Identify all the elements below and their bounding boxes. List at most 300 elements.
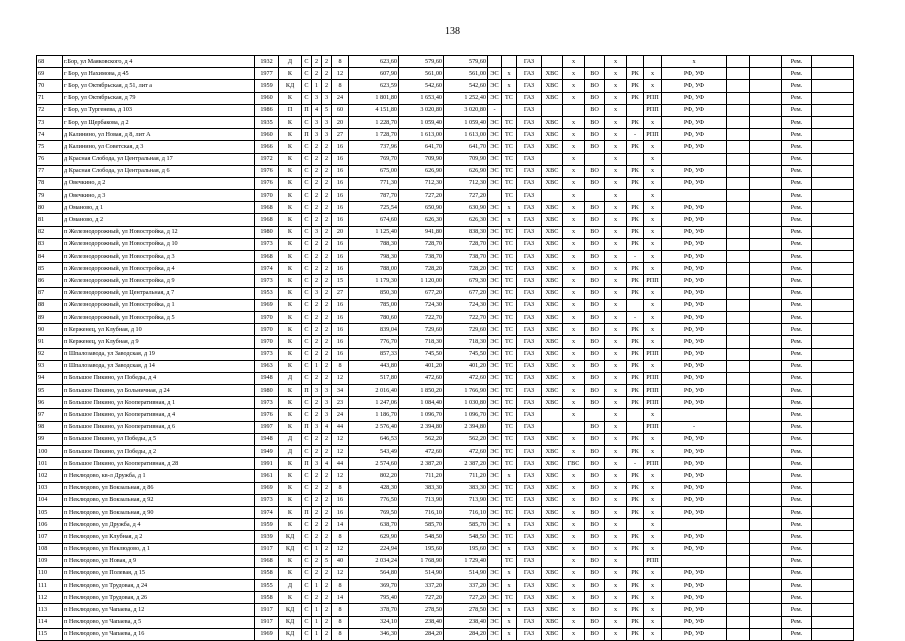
address-cell: п Неклюдово, ул Новая, д 9 (63, 555, 255, 567)
cold-water-cell: ХВС (542, 311, 563, 323)
living-area-cell: 724,30 (399, 299, 444, 311)
living-area-cell: 1 120,00 (399, 275, 444, 287)
row-number: 114 (37, 616, 63, 628)
residential-area-cell: 238,40 (444, 616, 488, 628)
address-cell: д Оманово, д 1 (63, 202, 255, 214)
bath-cell: х (605, 214, 627, 226)
year-cell: 1969 (255, 299, 279, 311)
living-area-cell: 2 387,20 (399, 458, 444, 470)
total-area-cell: 1 125,40 (349, 226, 399, 238)
table-row (37, 409, 870, 421)
roof-cell: РК (627, 604, 644, 616)
gas-cell: ГАЗ (517, 263, 542, 275)
type-cell: С (302, 348, 312, 360)
address-cell: п Керженец, ул Клубная, д 9 (63, 336, 255, 348)
facade-cell: РФ, УФ (662, 360, 727, 372)
residential-area-cell: 1 252,40 (444, 92, 488, 104)
hot-water-cell: х (563, 287, 585, 299)
year-cell: 1968 (255, 251, 279, 263)
roof-cell: РК (627, 202, 644, 214)
year-cell: 1939 (255, 531, 279, 543)
table-row (37, 116, 870, 128)
living-area-cell: 561,00 (399, 68, 444, 80)
hot-water-cell: х (563, 543, 585, 555)
floors-cell: 2 (322, 287, 332, 299)
address-cell: п Неклюдово, ул Клубная, д 2 (63, 531, 255, 543)
extra-cell-2 (750, 372, 782, 384)
extra-cell-1 (727, 324, 750, 336)
cold-water-cell (542, 421, 563, 433)
extra-cell-2 (750, 567, 782, 579)
total-area-cell: 224,94 (349, 543, 399, 555)
type-cell: С (302, 324, 312, 336)
residential-area-cell: 1 096,70 (444, 409, 488, 421)
apartments-cell: 16 (332, 251, 349, 263)
table-row (37, 190, 870, 202)
status-cell: Рем. (782, 104, 812, 116)
cold-water-cell: ХВС (542, 543, 563, 555)
type-cell: П (302, 458, 312, 470)
bath-cell: х (605, 104, 627, 116)
empty-cell (812, 116, 854, 128)
heating-cell: х (502, 202, 517, 214)
sewerage-cell: ВО (585, 226, 605, 238)
extra-cell-2 (750, 555, 782, 567)
heating-cell: ТС (502, 311, 517, 323)
power-cell: ЭС (488, 177, 502, 189)
extra-cell-1 (727, 446, 750, 458)
bath-cell: х (605, 433, 627, 445)
table-row (37, 433, 870, 445)
cold-water-cell: ХВС (542, 177, 563, 189)
cold-water-cell: ХВС (542, 129, 563, 141)
extra-cell-2 (750, 506, 782, 518)
year-cell: 1972 (255, 153, 279, 165)
extra-cell-2 (750, 592, 782, 604)
roof-cell: РК (627, 324, 644, 336)
facade-cell: РФ, УФ (662, 543, 727, 555)
status-cell: Рем. (782, 628, 812, 640)
status-cell: Рем. (782, 446, 812, 458)
table-row (37, 519, 870, 531)
address-cell: п Большое Пикино, ул Кооперативная, д 1 (63, 397, 255, 409)
hot-water-cell: х (563, 263, 585, 275)
facade-cell: РФ, УФ (662, 324, 727, 336)
sewerage-cell: ВО (585, 202, 605, 214)
type-cell: С (302, 397, 312, 409)
status-cell: Рем. (782, 397, 812, 409)
facade-cell: РФ, УФ (662, 482, 727, 494)
extra-cell-1 (727, 263, 750, 275)
residential-area-cell: 472,60 (444, 372, 488, 384)
residential-area-cell: 722,70 (444, 311, 488, 323)
sections-cell: 3 (312, 385, 322, 397)
facade-cell: РФ, УФ (662, 129, 727, 141)
total-area-cell: 4 151,80 (349, 104, 399, 116)
heating-cell: ТС (502, 251, 517, 263)
floors-cell: 2 (322, 506, 332, 518)
sewerage-cell: ВО (585, 348, 605, 360)
row-number: 87 (37, 287, 63, 299)
residential-area-cell: 195,60 (444, 543, 488, 555)
sewerage-cell: ВО (585, 494, 605, 506)
living-area-cell: 711,20 (399, 470, 444, 482)
year-cell: 1997 (255, 421, 279, 433)
power-cell (488, 56, 502, 68)
wall-material-cell: К (279, 567, 302, 579)
power-cell: ЭС (488, 592, 502, 604)
type-cell: С (302, 116, 312, 128)
living-area-cell: 579,60 (399, 56, 444, 68)
gas-cell: ГАЗ (517, 555, 542, 567)
cold-water-cell (542, 409, 563, 421)
repair-type-cell: х (644, 153, 662, 165)
apartments-cell: 16 (332, 190, 349, 202)
apartments-cell: 27 (332, 129, 349, 141)
extra-cell-1 (727, 56, 750, 68)
table-row (37, 616, 870, 628)
hot-water-cell: х (563, 299, 585, 311)
roof-cell: РК (627, 141, 644, 153)
sewerage-cell: ВО (585, 446, 605, 458)
gas-cell: ГАЗ (517, 275, 542, 287)
year-cell: 1960 (255, 92, 279, 104)
residential-area-cell: 679,30 (444, 275, 488, 287)
hot-water-cell (563, 104, 585, 116)
living-area-cell: 713,90 (399, 494, 444, 506)
address-cell: п Большое Пикино, ул Кооперативная, д 6 (63, 421, 255, 433)
sewerage-cell: ВО (585, 129, 605, 141)
bath-cell: х (605, 543, 627, 555)
power-cell: ЭС (488, 348, 502, 360)
repair-type-cell: РПП (644, 385, 662, 397)
heating-cell: ТС (502, 336, 517, 348)
sewerage-cell: ВО (585, 604, 605, 616)
facade-cell: РФ, УФ (662, 202, 727, 214)
living-area-cell: 941,80 (399, 226, 444, 238)
living-area-cell: 738,70 (399, 251, 444, 263)
gas-cell: ГАЗ (517, 360, 542, 372)
year-cell: 1917 (255, 604, 279, 616)
heating-cell: ТС (502, 506, 517, 518)
total-area-cell: 346,30 (349, 628, 399, 640)
repair-type-cell: х (644, 263, 662, 275)
bath-cell: х (605, 519, 627, 531)
apartments-cell: 12 (332, 433, 349, 445)
extra-cell-2 (750, 360, 782, 372)
extra-cell-1 (727, 129, 750, 141)
total-area-cell: 802,20 (349, 470, 399, 482)
status-cell: Рем. (782, 482, 812, 494)
total-area-cell: 788,00 (349, 263, 399, 275)
repair-type-cell: х (644, 592, 662, 604)
wall-material-cell: К (279, 251, 302, 263)
status-cell: Рем. (782, 141, 812, 153)
table-row (37, 494, 870, 506)
sections-cell: 2 (312, 263, 322, 275)
residential-area-cell: 838,30 (444, 226, 488, 238)
cold-water-cell: ХВС (542, 519, 563, 531)
bath-cell: х (605, 153, 627, 165)
hot-water-cell: х (563, 506, 585, 518)
status-cell: Рем. (782, 238, 812, 250)
floors-cell: 3 (322, 92, 332, 104)
year-cell: 1976 (255, 409, 279, 421)
wall-material-cell: К (279, 141, 302, 153)
repair-type-cell: РПП (644, 104, 662, 116)
apartments-cell: 16 (332, 336, 349, 348)
cold-water-cell: ХВС (542, 470, 563, 482)
address-cell: п Неклюдово, кв-л Дружба, д 1 (63, 470, 255, 482)
repair-type-cell: х (644, 519, 662, 531)
residential-area-cell: 401,20 (444, 360, 488, 372)
cold-water-cell: ХВС (542, 446, 563, 458)
apartments-cell: 24 (332, 409, 349, 421)
roof-cell (627, 299, 644, 311)
power-cell: ЭС (488, 116, 502, 128)
repair-type-cell: х (644, 214, 662, 226)
heating-cell: ТС (502, 190, 517, 202)
sewerage-cell: ВО (585, 311, 605, 323)
heating-cell: ТС (502, 141, 517, 153)
table-row (37, 604, 870, 616)
table-row (37, 56, 870, 68)
facade-cell (662, 190, 727, 202)
repair-type-cell: х (644, 470, 662, 482)
repair-type-cell: х (644, 506, 662, 518)
sewerage-cell: ВО (585, 263, 605, 275)
wall-material-cell: К (279, 238, 302, 250)
year-cell: 1976 (255, 177, 279, 189)
status-cell: Рем. (782, 604, 812, 616)
sections-cell: 3 (312, 421, 322, 433)
living-area-cell: 716,10 (399, 506, 444, 518)
wall-material-cell: К (279, 92, 302, 104)
wall-material-cell: К (279, 592, 302, 604)
empty-cell (812, 238, 854, 250)
extra-cell-2 (750, 299, 782, 311)
empty-cell (812, 324, 854, 336)
residential-area-cell: 562,20 (444, 433, 488, 445)
total-area-cell: 737,96 (349, 141, 399, 153)
living-area-cell: 745,50 (399, 348, 444, 360)
address-cell: п Неклюдово, ул Неклюдово, д 1 (63, 543, 255, 555)
bath-cell: х (605, 555, 627, 567)
heating-cell: ТС (502, 592, 517, 604)
bath-cell: х (605, 299, 627, 311)
repair-type-cell: х (644, 616, 662, 628)
sewerage-cell: ВО (585, 68, 605, 80)
apartments-cell: 27 (332, 287, 349, 299)
heating-cell: ТС (502, 482, 517, 494)
power-cell: ЭС (488, 372, 502, 384)
total-area-cell: 646,53 (349, 433, 399, 445)
table-row (37, 92, 870, 104)
row-number: 77 (37, 165, 63, 177)
sewerage-cell: ВО (585, 238, 605, 250)
sewerage-cell: ВО (585, 299, 605, 311)
status-cell: Рем. (782, 324, 812, 336)
sections-cell: 2 (312, 311, 322, 323)
extra-cell-1 (727, 567, 750, 579)
sewerage-cell: ВО (585, 506, 605, 518)
residential-area-cell: 1 729,40 (444, 555, 488, 567)
heating-cell: ТС (502, 409, 517, 421)
empty-cell (812, 482, 854, 494)
extra-cell-2 (750, 287, 782, 299)
empty-cell (812, 165, 854, 177)
residential-area-cell: 337,20 (444, 580, 488, 592)
sections-cell: 2 (312, 494, 322, 506)
total-area-cell: 543,49 (349, 446, 399, 458)
power-cell: ЭС (488, 385, 502, 397)
address-cell: г.Бор, ул Маяковского, д 4 (63, 56, 255, 68)
living-area-cell: 729,60 (399, 324, 444, 336)
status-cell: Рем. (782, 372, 812, 384)
living-area-cell: 542,60 (399, 80, 444, 92)
row-number: 104 (37, 494, 63, 506)
table-row (37, 214, 870, 226)
hot-water-cell: х (563, 628, 585, 640)
living-area-cell: 337,20 (399, 580, 444, 592)
wall-material-cell: К (279, 409, 302, 421)
cold-water-cell: ХВС (542, 348, 563, 360)
roof-cell: РК (627, 494, 644, 506)
power-cell: ЭС (488, 506, 502, 518)
address-cell: г Бор, ул Нахимова, д 45 (63, 68, 255, 80)
gas-cell: ГАЗ (517, 299, 542, 311)
status-cell: Рем. (782, 263, 812, 275)
floors-cell: 2 (322, 567, 332, 579)
type-cell: С (302, 153, 312, 165)
bath-cell: х (605, 385, 627, 397)
table-row (37, 470, 870, 482)
table-row (37, 385, 870, 397)
facade-cell: РФ, УФ (662, 141, 727, 153)
floors-cell: 2 (322, 494, 332, 506)
residential-area-cell: 2 394,80 (444, 421, 488, 433)
row-number: 109 (37, 555, 63, 567)
empty-cell (812, 494, 854, 506)
facade-cell: РФ, УФ (662, 92, 727, 104)
hot-water-cell: х (563, 177, 585, 189)
address-cell: п Большое Пикино, ул Кооперативная, д 28 (63, 458, 255, 470)
repair-type-cell: х (644, 311, 662, 323)
facade-cell: РФ, УФ (662, 287, 727, 299)
heating-cell: ТС (502, 446, 517, 458)
floors-cell: 2 (322, 580, 332, 592)
sewerage-cell: ВО (585, 385, 605, 397)
cold-water-cell (542, 104, 563, 116)
total-area-cell: 725,54 (349, 202, 399, 214)
type-cell: С (302, 336, 312, 348)
bath-cell: х (605, 80, 627, 92)
cold-water-cell: ХВС (542, 580, 563, 592)
cold-water-cell: ХВС (542, 616, 563, 628)
table-row (37, 129, 870, 141)
total-area-cell: 795,40 (349, 592, 399, 604)
gas-cell: ГАЗ (517, 165, 542, 177)
facade-cell: РФ, УФ (662, 68, 727, 80)
row-number: 76 (37, 153, 63, 165)
roof-cell (627, 421, 644, 433)
sections-cell: 2 (312, 482, 322, 494)
empty-cell (812, 348, 854, 360)
sewerage-cell: ВО (585, 141, 605, 153)
empty-cell (812, 68, 854, 80)
residential-area-cell: 284,20 (444, 628, 488, 640)
gas-cell: ГАЗ (517, 92, 542, 104)
bath-cell: х (605, 68, 627, 80)
year-cell: 1970 (255, 336, 279, 348)
row-number: 95 (37, 385, 63, 397)
table-row (37, 324, 870, 336)
extra-cell-1 (727, 80, 750, 92)
sewerage-cell: ВО (585, 287, 605, 299)
year-cell: 1991 (255, 458, 279, 470)
empty-cell (812, 433, 854, 445)
extra-cell-1 (727, 311, 750, 323)
apartments-cell: 12 (332, 446, 349, 458)
floors-cell: 2 (322, 324, 332, 336)
year-cell: 1974 (255, 506, 279, 518)
extra-cell-1 (727, 409, 750, 421)
bath-cell: х (605, 458, 627, 470)
floors-cell: 3 (322, 116, 332, 128)
type-cell: С (302, 177, 312, 189)
apartments-cell: 8 (332, 80, 349, 92)
repair-type-cell: х (644, 567, 662, 579)
repair-type-cell: х (644, 494, 662, 506)
sewerage-cell: ВО (585, 616, 605, 628)
roof-cell: РК (627, 275, 644, 287)
cold-water-cell: ХВС (542, 165, 563, 177)
total-area-cell: 1 801,80 (349, 92, 399, 104)
row-number: 69 (37, 68, 63, 80)
facade-cell: РФ, УФ (662, 604, 727, 616)
extra-cell-2 (750, 226, 782, 238)
extra-cell-2 (750, 116, 782, 128)
power-cell: ЭС (488, 153, 502, 165)
roof-cell (627, 190, 644, 202)
power-cell: ЭС (488, 336, 502, 348)
bath-cell: х (605, 251, 627, 263)
extra-cell-2 (750, 68, 782, 80)
status-cell: Рем. (782, 202, 812, 214)
extra-cell-1 (727, 68, 750, 80)
total-area-cell: 776,50 (349, 494, 399, 506)
hot-water-cell: х (563, 616, 585, 628)
roof-cell: РК (627, 592, 644, 604)
sewerage-cell: ВО (585, 165, 605, 177)
type-cell: С (302, 567, 312, 579)
repair-type-cell: х (644, 238, 662, 250)
roof-cell: - (627, 251, 644, 263)
heating-cell: ТС (502, 433, 517, 445)
heating-cell: ТС (502, 129, 517, 141)
bath-cell: х (605, 506, 627, 518)
apartments-cell: 8 (332, 616, 349, 628)
power-cell: ЭС (488, 470, 502, 482)
repair-type-cell: РПП (644, 129, 662, 141)
gas-cell: ГАЗ (517, 506, 542, 518)
total-area-cell: 517,80 (349, 372, 399, 384)
facade-cell: РФ, УФ (662, 214, 727, 226)
power-cell: ЭС (488, 446, 502, 458)
hot-water-cell: х (563, 372, 585, 384)
year-cell: 1973 (255, 348, 279, 360)
row-number: 79 (37, 190, 63, 202)
